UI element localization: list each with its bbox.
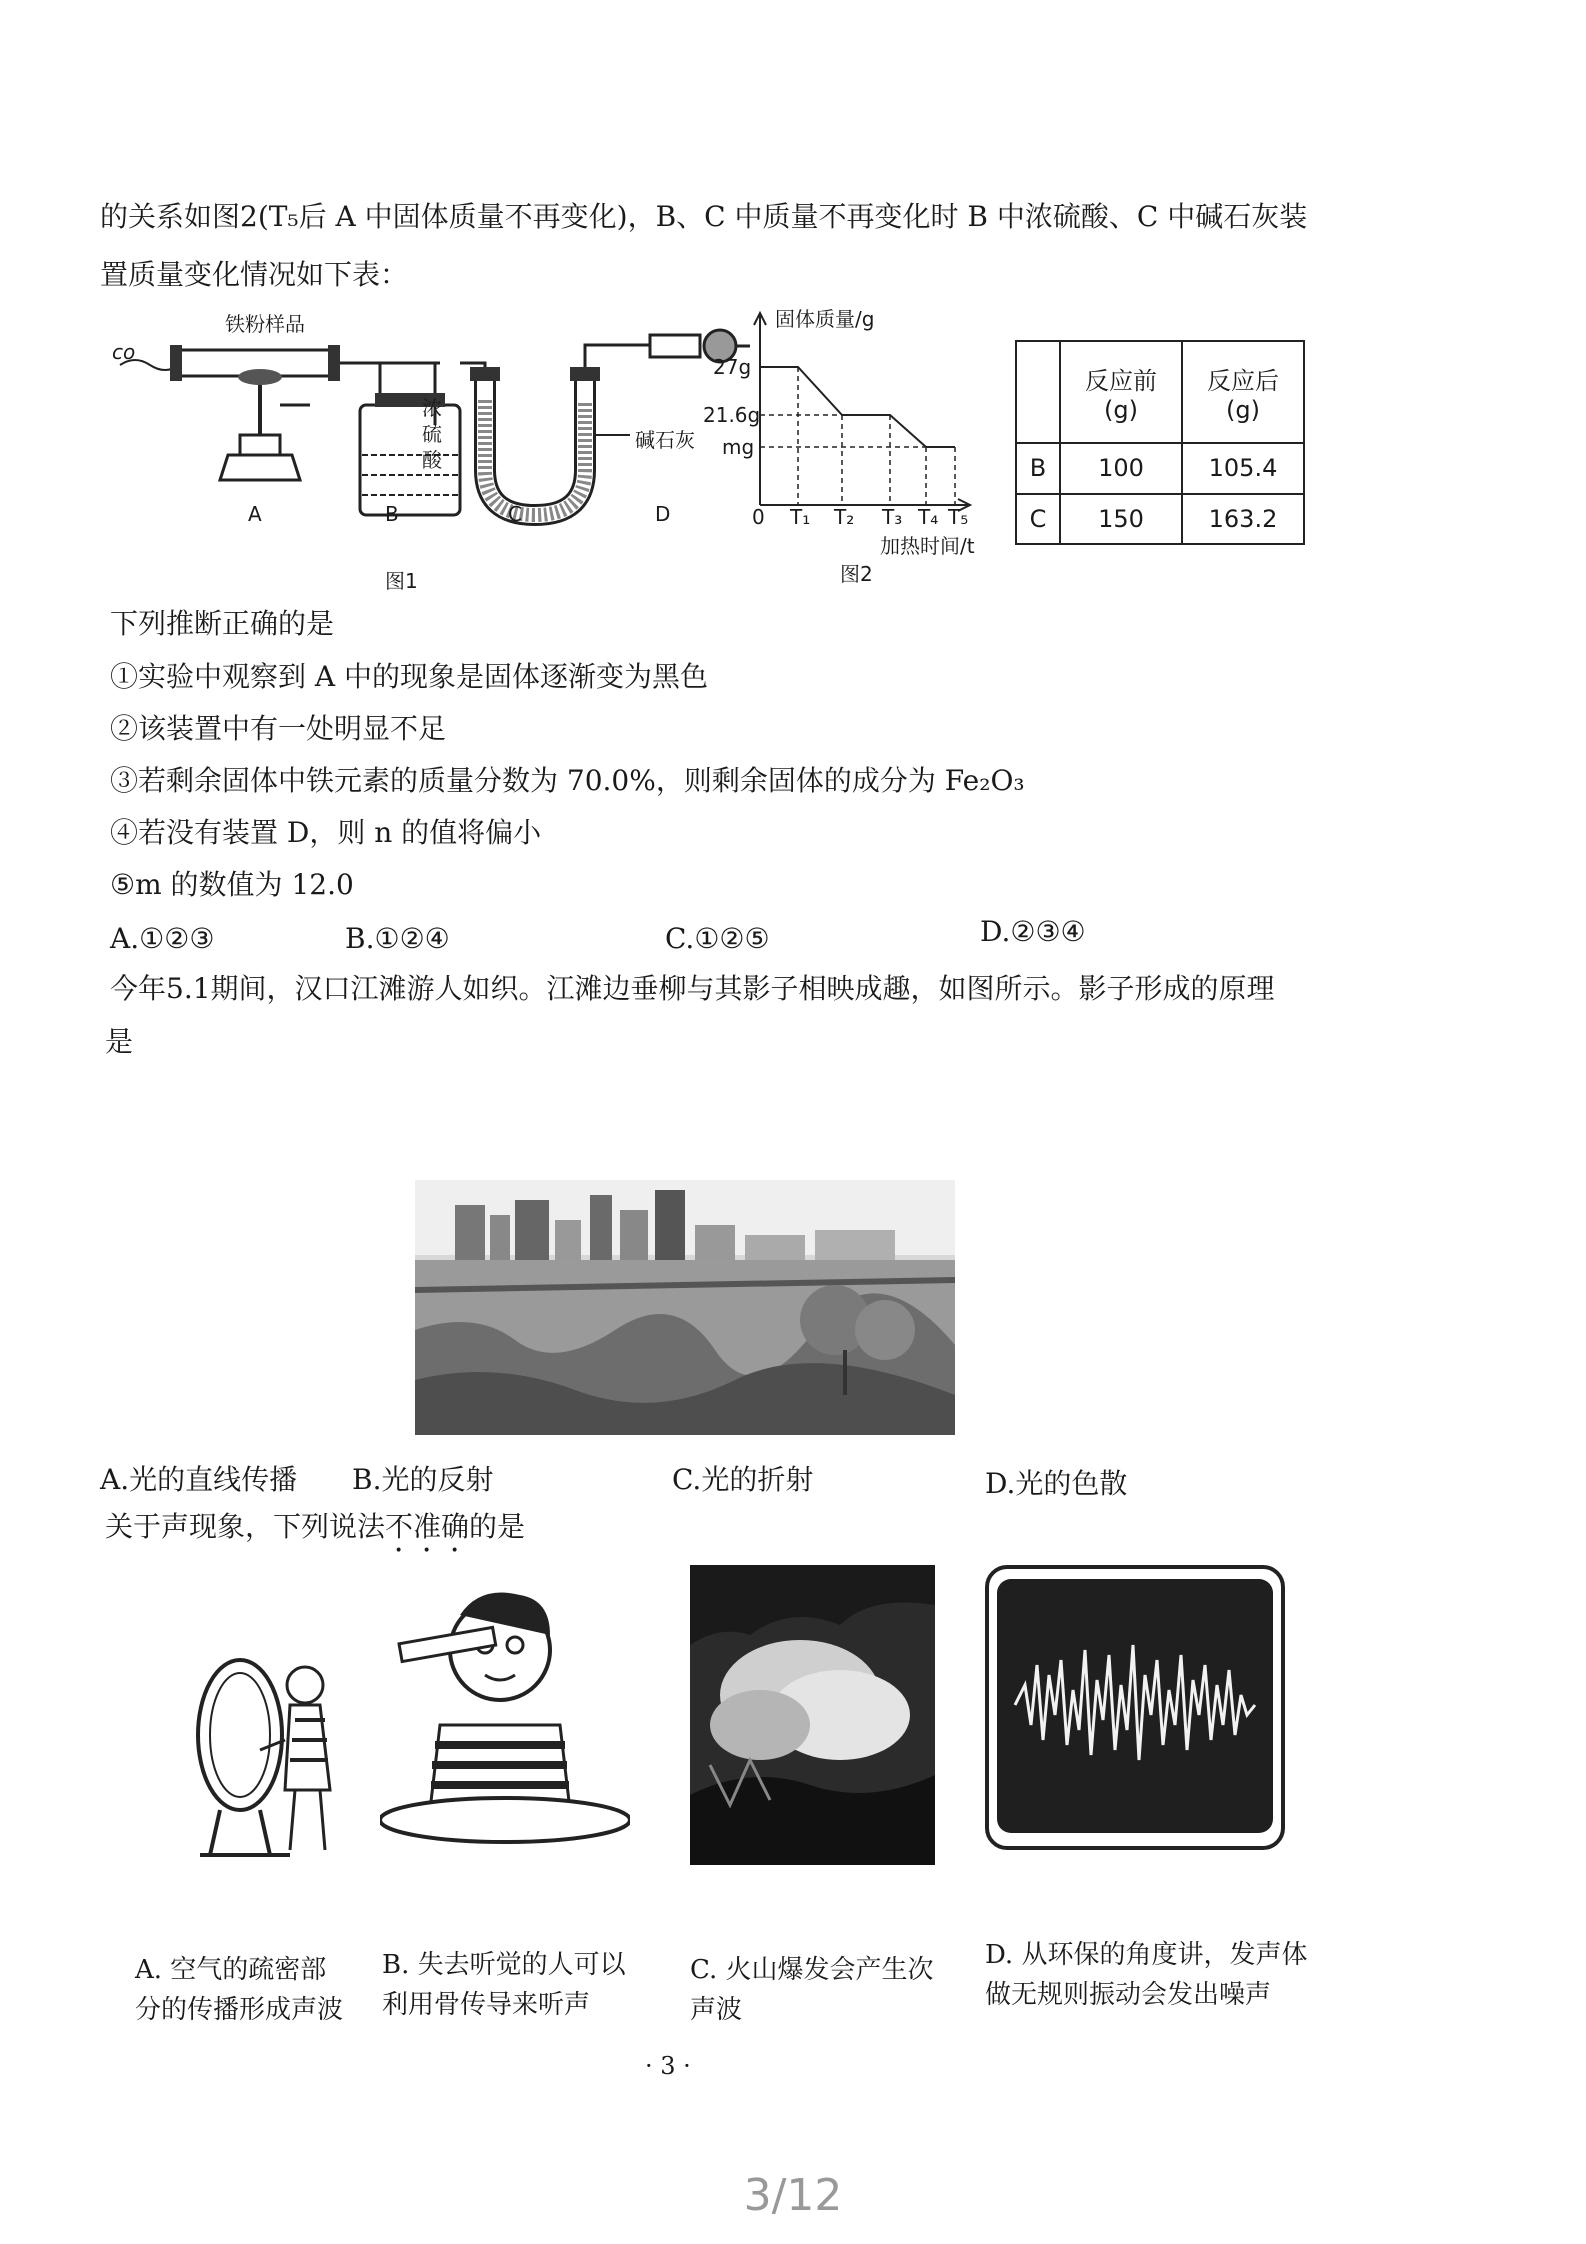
- table-cell: B: [1016, 443, 1060, 493]
- q1-option-d: D.②③④: [980, 915, 1086, 948]
- fig1-caption: 图1: [385, 569, 418, 593]
- fig1-label-lime: 碱石灰: [635, 428, 695, 452]
- fig2-xtick-t1: T₁: [790, 505, 811, 529]
- q1-option-b: B.①②④: [345, 922, 450, 955]
- fig1-unit-b: B: [385, 502, 399, 526]
- fig2-xtick-t4: T₄: [918, 505, 939, 529]
- fig2-xlabel: 加热时间/t: [880, 534, 975, 558]
- q3-stem-emphasis: 不准确: [385, 1510, 470, 1543]
- fig1-label-co: co: [112, 340, 136, 364]
- q2-option-c: C.光的折射: [672, 1463, 814, 1496]
- table-cell: 105.4: [1182, 443, 1304, 493]
- table-cell: 150: [1060, 494, 1182, 544]
- page-indicator: 3/12: [743, 2170, 843, 2221]
- page-number: · 3 ·: [645, 2052, 691, 2080]
- q1-stem: 下列推断正确的是: [110, 607, 335, 640]
- q1-option-a: A.①②③: [110, 922, 215, 955]
- q1-statement-1: ①实验中观察到 A 中的现象是固体逐渐变为黑色: [110, 660, 709, 693]
- q1-statement-2: ②该装置中有一处明显不足: [110, 712, 447, 745]
- willow-riverbank-photo: [415, 1180, 955, 1435]
- q3-option-d: D. 从环保的角度讲，发声体做无规则振动会发出噪声: [985, 1940, 1308, 2010]
- fig2-xtick-t3: T₃: [882, 505, 903, 529]
- fig1-unit-a: A: [248, 502, 262, 526]
- volcano-eruption-photo: [690, 1565, 935, 1865]
- sound-wave-machine-drawing: [180, 1640, 360, 1860]
- fig1-label-sample: 铁粉样品: [225, 312, 305, 336]
- fig1-unit-c: C: [508, 502, 522, 526]
- q3-stem-post: 的是: [469, 1510, 526, 1543]
- fig2-ylabel: 固体质量/g: [775, 307, 875, 331]
- fig1-label-acid: 浓硫酸: [422, 396, 442, 472]
- q3-stem-pre: 关于声现象，下列说法: [105, 1510, 386, 1543]
- table-cell: 100: [1060, 443, 1182, 493]
- table-header-cell: 反应后(g): [1182, 341, 1304, 443]
- mass-time-graph: [750, 305, 980, 525]
- q3-option-b: B. 失去听觉的人可以利用骨传导来听声: [382, 1950, 626, 2020]
- table-header-cell: [1016, 341, 1060, 443]
- fig2-ytick-m: mg: [722, 435, 755, 459]
- q3-option-c: C. 火山爆发会产生次声波: [690, 1955, 934, 2025]
- table-header-cell: 反应前(g): [1060, 341, 1182, 443]
- fig2-xtick-t5: T₅: [948, 505, 969, 529]
- fig2-caption: 图2: [840, 562, 873, 586]
- table-cell: C: [1016, 494, 1060, 544]
- q1-option-c: C.①②⑤: [665, 922, 770, 955]
- q3-stem: [105, 1510, 525, 1559]
- bone-conduction-boy-drawing: [380, 1575, 630, 1855]
- q1-statement-4: ④若没有装置 D，则 n 的值将偏小: [110, 816, 542, 849]
- q3-option-a: A. 空气的疏密部分的传播形成声波: [135, 1955, 344, 2025]
- fig2-xtick-t2: T₂: [834, 505, 855, 529]
- fig2-ytick-21-6: 21.6g: [703, 403, 761, 427]
- fig2-xtick-0: 0: [752, 505, 765, 529]
- table-row: [1016, 494, 1304, 544]
- q2-option-b: B.光的反射: [352, 1463, 494, 1496]
- intro-line-1: 的关系如图2(T₅后 A 中固体质量不再变化)，B、C 中质量不再变化时 B 中浓硫酸、C 中碱石灰装: [100, 200, 1308, 233]
- fig2-ytick-27: 27g: [713, 355, 752, 379]
- q1-statement-5: ⑤m 的数值为 12.0: [110, 868, 354, 901]
- intro-line-2: 置质量变化情况如下表：: [100, 258, 409, 291]
- table-row: [1016, 443, 1304, 493]
- noise-oscilloscope-screen: [985, 1565, 1285, 1850]
- table-cell: 163.2: [1182, 494, 1304, 544]
- fig1-unit-d: D: [655, 502, 671, 526]
- q2-stem-line-2: 是: [105, 1025, 134, 1058]
- mass-change-table: [1015, 340, 1305, 545]
- table-row: [1016, 341, 1304, 443]
- q1-statement-3: ③若剩余固体中铁元素的质量分数为 70.0%，则剩余固体的成分为 Fe₂O₃: [110, 764, 1025, 797]
- q2-option-d: D.光的色散: [985, 1467, 1128, 1500]
- q2-stem-line-1: 今年5.1期间，汉口江滩游人如织。江滩边垂柳与其影子相映成趣，如图所示。影子形成的原理: [110, 972, 1275, 1005]
- q2-option-a: A.光的直线传播: [100, 1463, 298, 1496]
